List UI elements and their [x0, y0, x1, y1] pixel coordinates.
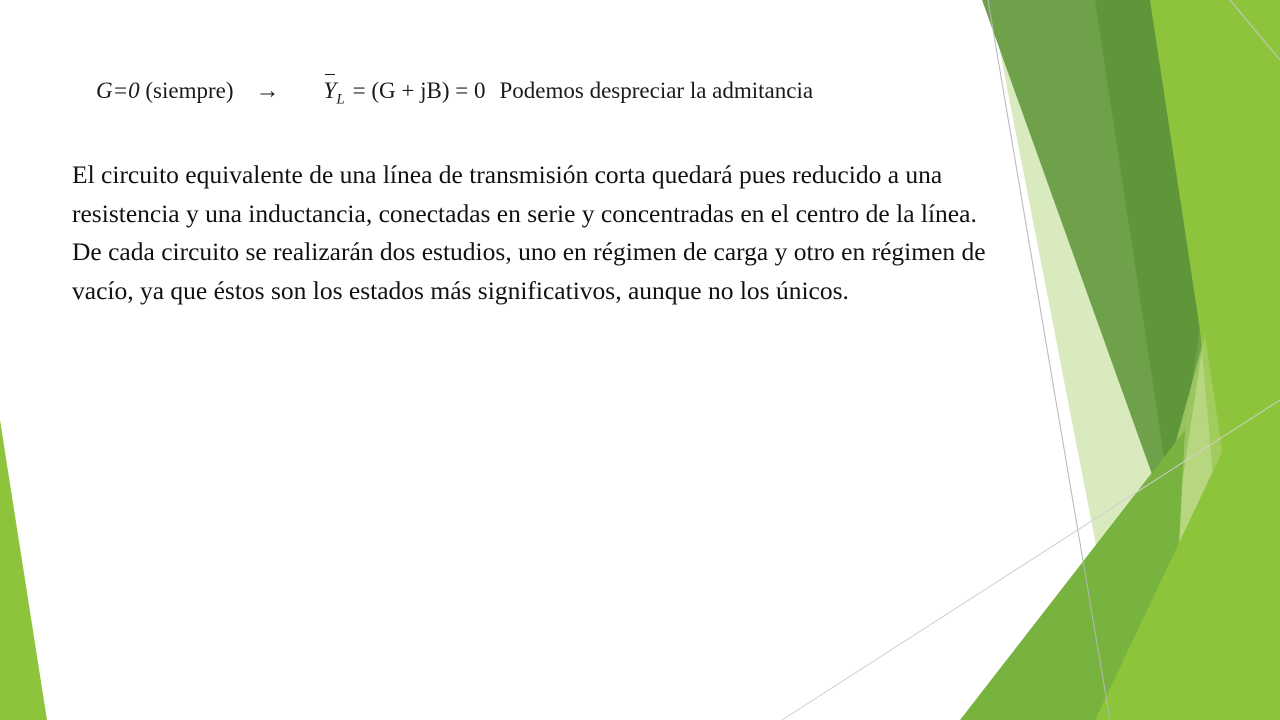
condition-text: G=0	[96, 78, 140, 103]
implies-arrow: →	[255, 78, 280, 104]
formula-description: Podemos despreciar la admitancia	[499, 78, 814, 103]
paragraph-2: De cada circuito se realizarán dos estudios, uno en régimen de carga y otro en régimen de vacío, ya que éstos son los estados más significativos, aunque no los únicos.	[72, 237, 986, 305]
admittance-letter: Y	[323, 78, 337, 103]
body-text	[72, 156, 987, 310]
admittance-equation: = (G + jB) = 0	[352, 78, 486, 103]
admittance-symbol	[324, 78, 345, 109]
left-accent-shape	[0, 420, 47, 720]
paragraph-1: El circuito equivalente de una línea de transmisión corta quedará pues reducido a una resistencia y una inductancia, conectadas en serie y concentradas en el centro de la línea.	[72, 160, 977, 228]
condition-note: (siempre)	[145, 78, 234, 103]
admittance-subscript: L	[336, 91, 345, 108]
formula-condition	[96, 78, 234, 104]
admittance-formula	[96, 78, 813, 118]
